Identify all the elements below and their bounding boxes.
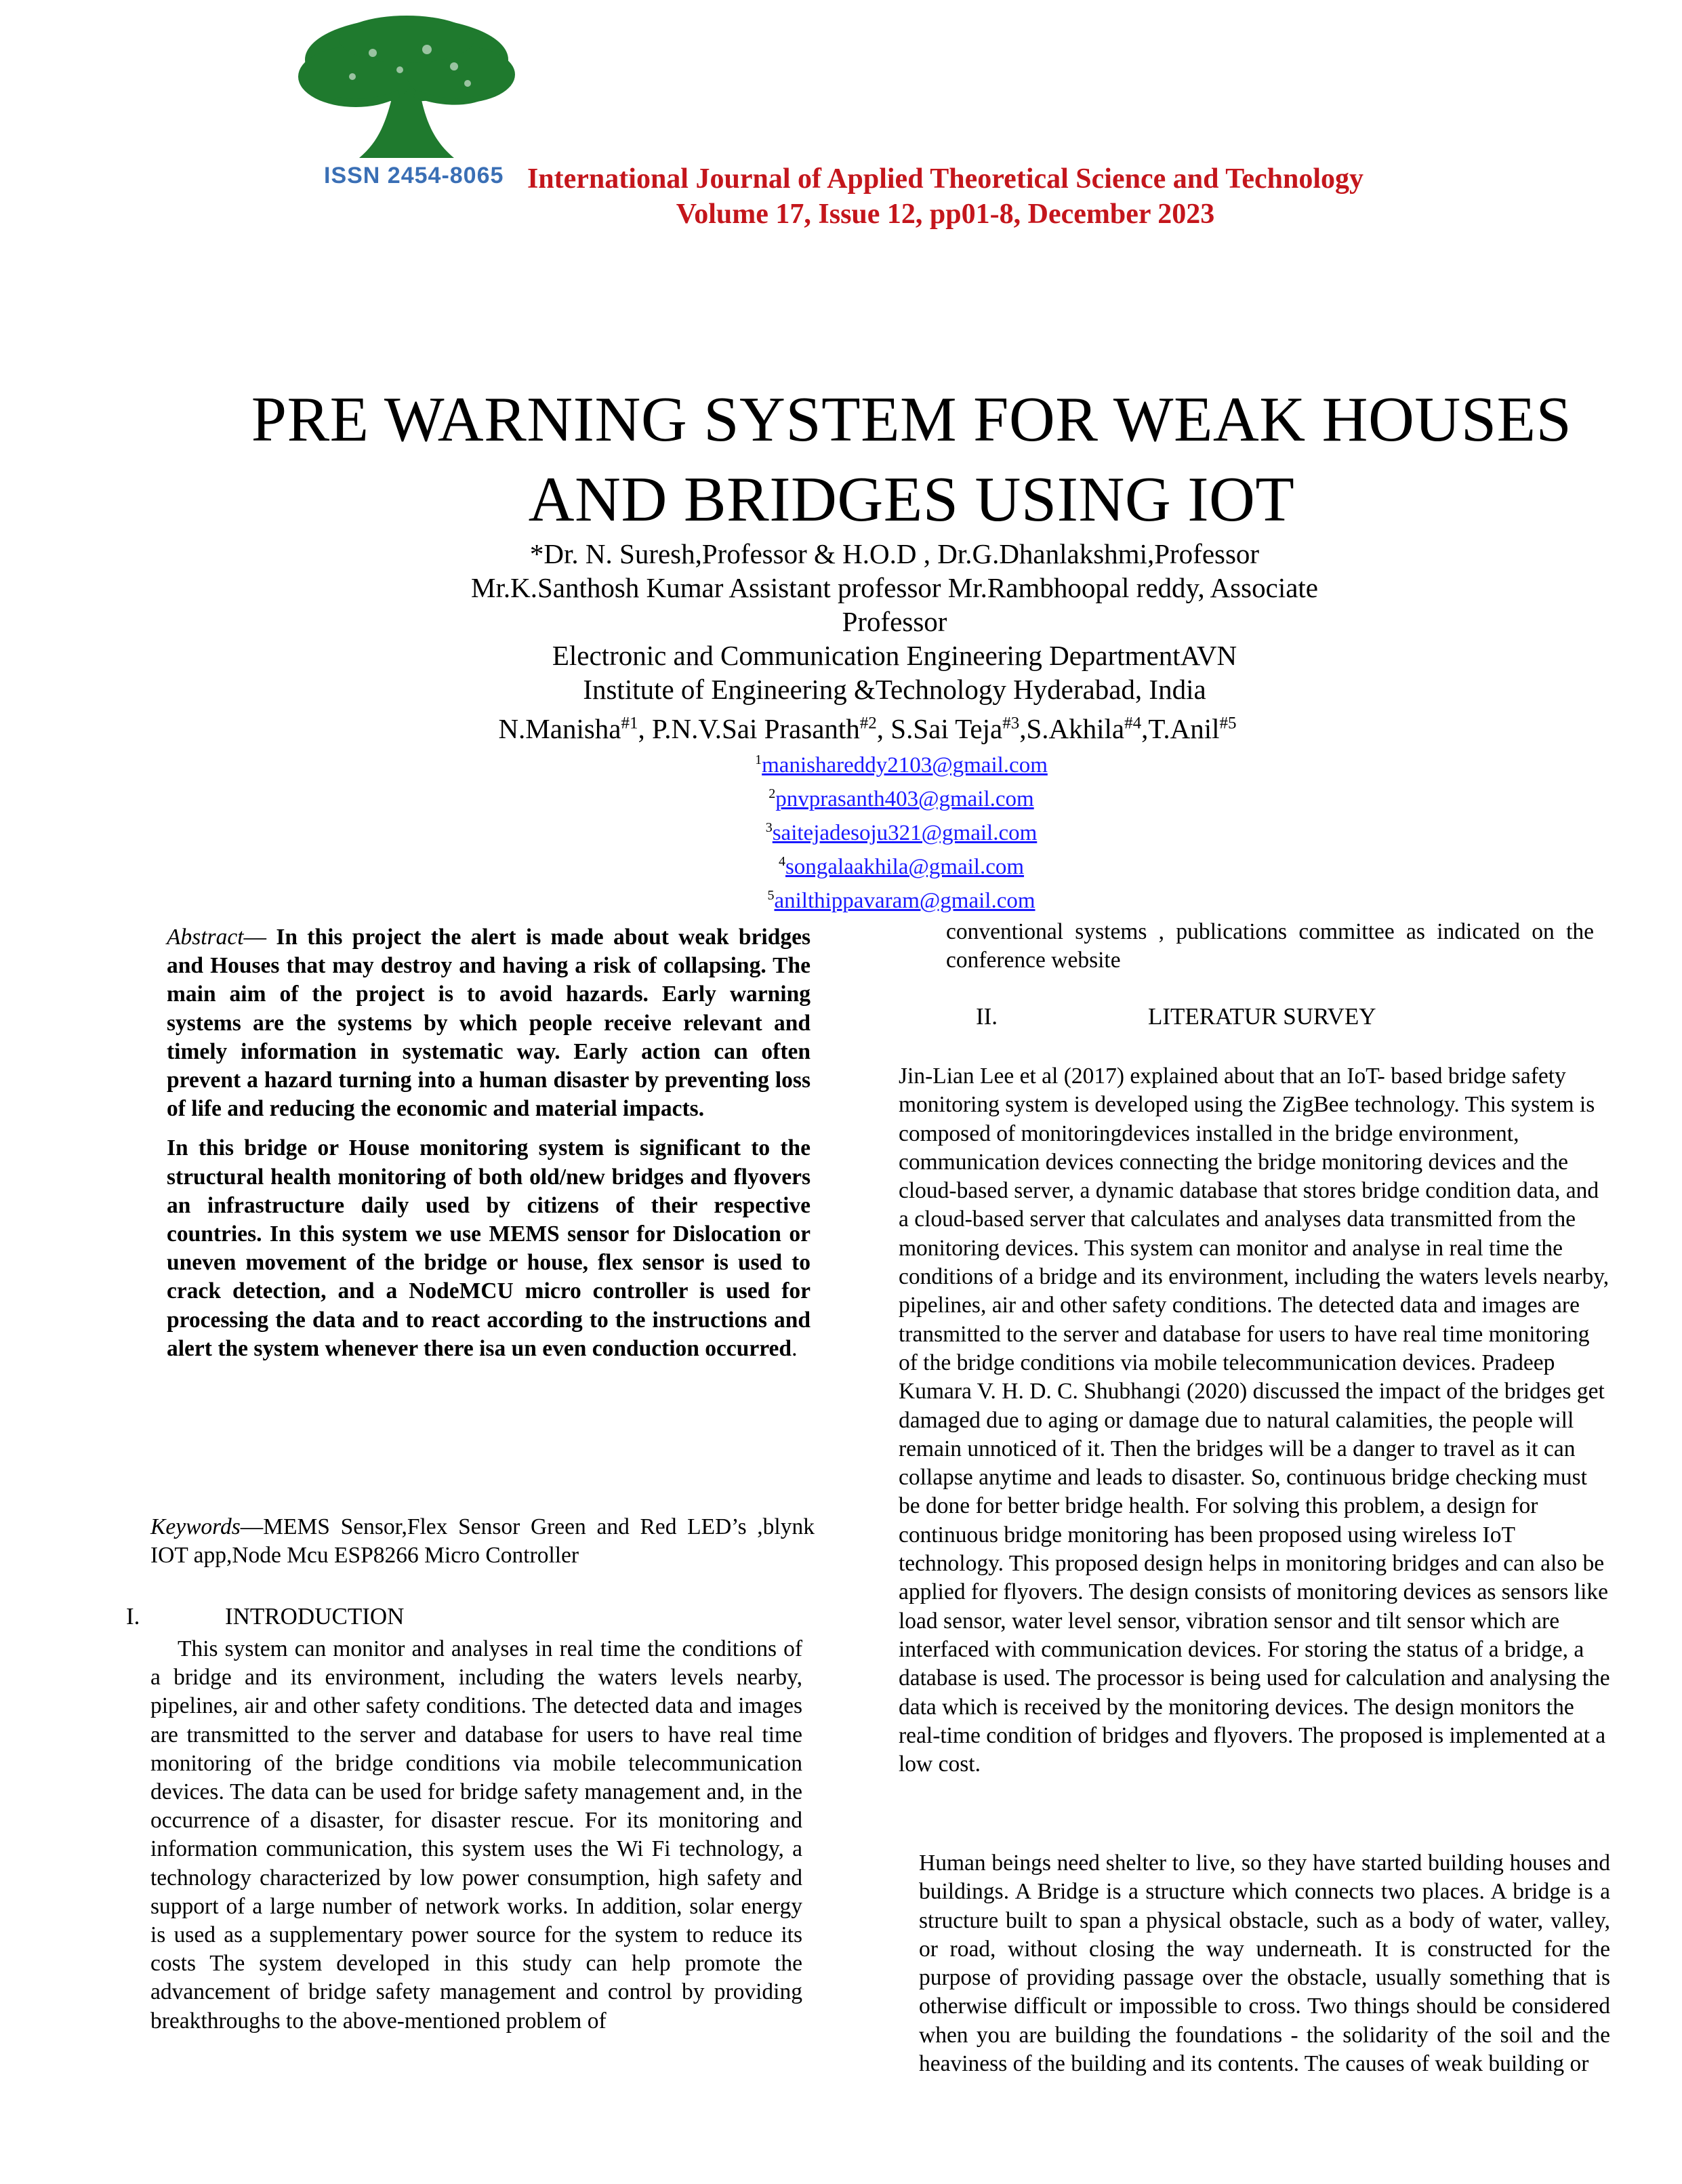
abstract-paragraph-1: Abstract— In this project the alert is made about weak bridges and Houses that may destroy and having a risk of collapsing. The main aim of the project is to avoid hazards. Early warning systems are the systems by which people receive relevant and timely information in systematic way. Early action can often prevent a hazard turning into a human disaster by preventing loss of life and reducing the economic and material impacts.	[167, 925, 811, 1122]
email-link[interactable]: pnvprasanth403@gmail.com	[775, 787, 1034, 811]
section-number: I.	[126, 1603, 140, 1630]
student-author: S.Sai Teja$^{\#3}$,	[890, 712, 1027, 744]
right-column-continuation	[946, 918, 1594, 975]
literature-survey-body	[899, 1062, 1610, 1779]
continuation-text: conventional systems , publications committee as indicated on the conference website	[946, 919, 1594, 973]
email-list	[664, 746, 1139, 915]
author-block	[258, 537, 1532, 746]
email-item: $^4$songalaakhila@gmail.com	[778, 854, 1025, 879]
introduction-body	[150, 1635, 802, 2036]
section-title: INTRODUCTION	[225, 1603, 405, 1630]
introduction-text: This system can monitor and analyses in real time the conditions of a bridge and its environment, including the waters levels nearby, pipelines, air and other safety conditions. The detected data and images are transmitted to the server and database for users to have real time monitoring of the bridge conditions via mobile telecommunication devices. The data can be used for bridge safety management and, in the occurrence of a disaster, for disaster rescue. For its monitoring and information communication, this system uses the Wi Fi technology, a technology characterized by low power consumption, high safety and support of a large number of network works. In addition, solar energy is used as a supplementary power source for the system to reduce its costs The system developed in this study can help promote the advancement of bridge safety management and control by providing breakthroughs to the above-mentioned problem of	[150, 1636, 802, 2034]
literature-survey-text: Jin-Lian Lee et al (2017) explained about that an IoT- based bridge safety monitoring system is developed using the ZigBee technology. This system is composed of monitoringdevices installed in the bridge environment, communication devices connecting the bridge monitoring devices and the cloud-based server, a dynamic database that stores bridge condition data, and a cloud-based server that calculates and analyses data transmitted from the monitoring devices. This system can monitor and analyse in real time the conditions of a bridge and its environment, including the waters levels nearby, pipelines, air and other safety conditions. The detected data and images are transmitted to the server and database for users to have real time monitoring of the bridge conditions via mobile telecommunication devices. Pradeep Kumara V. H. D. C. Shubhangi (2020) discussed the impact of the bridges get damaged due to aging or damage due to natural calamities, the people will remain unnoticed of it. Then the bridges will be a danger to travel as it can collapse anytime and leads to disaster. So, continuous bridge checking must be done for better bridge health. For solving this problem, a design for continuous bridge monitoring has been proposed using wireless IoT technology. This proposed design helps in monitoring bridges and can also be applied for flyovers. The design consists of monitoring devices as sensors like load sensor, water level sensor, vibration sensor and tilt sensor which are interfaced with communication devices. For storing the status of a bridge, a database is used. The processor is being used for calculation and analysing the data which is received by the monitoring devices. The design monitors the real-time condition of bridges and flyovers. The proposed is implemented at a low cost.	[899, 1064, 1610, 1777]
email-link[interactable]: manishareddy2103@gmail.com	[762, 753, 1048, 777]
paper-title	[163, 380, 1660, 540]
title-line-2: AND BRIDGES USING IOT	[528, 464, 1295, 535]
email-link[interactable]: anilthippavaram@gmail.com	[774, 889, 1035, 913]
issn-label: ISSN 2454-8065	[324, 163, 504, 188]
keywords-section	[150, 1513, 815, 1570]
introduction-heading	[126, 1602, 804, 1632]
abstract-section	[167, 923, 811, 1363]
section-title: LITERATUR SURVEY	[1148, 1003, 1376, 1030]
abstract-paragraph-2: In this bridge or House monitoring system is significant to the structural health monitoring of both old/new bridges and flyovers an infrastructure daily used by citizens of their respective countries. In this system we use MEMS sensor for Dislocation or uneven movement of the bridge or house, flex sensor is used to crack detection, and a NodeMCU micro controller is used for processing the data and to react according to the instructions and alert the system whenever there isa un even conduction occurred.	[167, 1135, 811, 1361]
affiliation-line-2: Institute of Engineering &Technology Hyderabad, India	[583, 674, 1206, 705]
title-line-1: PRE WARNING SYSTEM FOR WEAK HOUSES	[251, 384, 1572, 455]
author-line-1: *Dr. N. Suresh,Professor & H.O.D , Dr.G.Dhanlakshmi,Professor	[529, 538, 1260, 569]
author-line-3: Professor	[842, 606, 947, 637]
background-text: Human beings need shelter to live, so they have started building houses and buildings. A Bridge is a structure which connects two places. A bridge is a structure built to span a physical obstacle, such as a body of water, valley, or road, without closing the way underneath. It is constructed for the purpose of providing passage over the obstacle, usually something that is otherwise difficult or impossible to cross. Two things should be considered when you are building the foundations - the solidarity of the soil and the heaviness of the building and its contents. The causes of weak building or	[919, 1851, 1610, 2077]
abstract-label: Abstract	[167, 925, 244, 950]
student-author: S.Akhila$^{\#4}$,	[1026, 712, 1149, 744]
author-line-2: Mr.K.Santhosh Kumar Assistant professor Mr.Rambhoopal reddy, Associate	[471, 572, 1318, 603]
email-item: $^1$manishareddy2103@gmail.com	[755, 752, 1048, 777]
student-authors	[203, 706, 1532, 746]
student-author: P.N.V.Sai Prasanth$^{\#2}$,	[652, 712, 891, 744]
email-link[interactable]: songalaakhila@gmail.com	[785, 855, 1025, 879]
student-author: T.Anil$^{\#5}$	[1148, 712, 1237, 744]
journal-header	[339, 161, 1552, 232]
email-item: $^2$pnvprasanth403@gmail.com	[768, 786, 1034, 811]
background-paragraph	[919, 1849, 1610, 2078]
email-link[interactable]: saitejadesoju321@gmail.com	[772, 821, 1038, 845]
literature-survey-heading	[976, 1002, 1586, 1032]
section-number: II.	[976, 1003, 998, 1030]
journal-name: International Journal of Applied Theoretical Science and Technology	[527, 163, 1364, 195]
keywords-text: —MEMS Sensor,Flex Sensor Green and Red LED’s ,blynk IOT app,Node Mcu ESP8266 Micro Controller	[150, 1514, 815, 1568]
student-author: N.Manisha$^{\#1}$,	[498, 712, 653, 744]
issue-line: Volume 17, Issue 12, pp01-8, December 2023	[676, 199, 1215, 230]
email-item: $^5$anilthippavaram@gmail.com	[767, 888, 1035, 913]
keywords-label: Keywords	[150, 1514, 241, 1539]
affiliation-line-1: Electronic and Communication Engineering DepartmentAVN	[552, 640, 1237, 671]
email-item: $^3$saitejadesoju321@gmail.com	[765, 820, 1038, 845]
